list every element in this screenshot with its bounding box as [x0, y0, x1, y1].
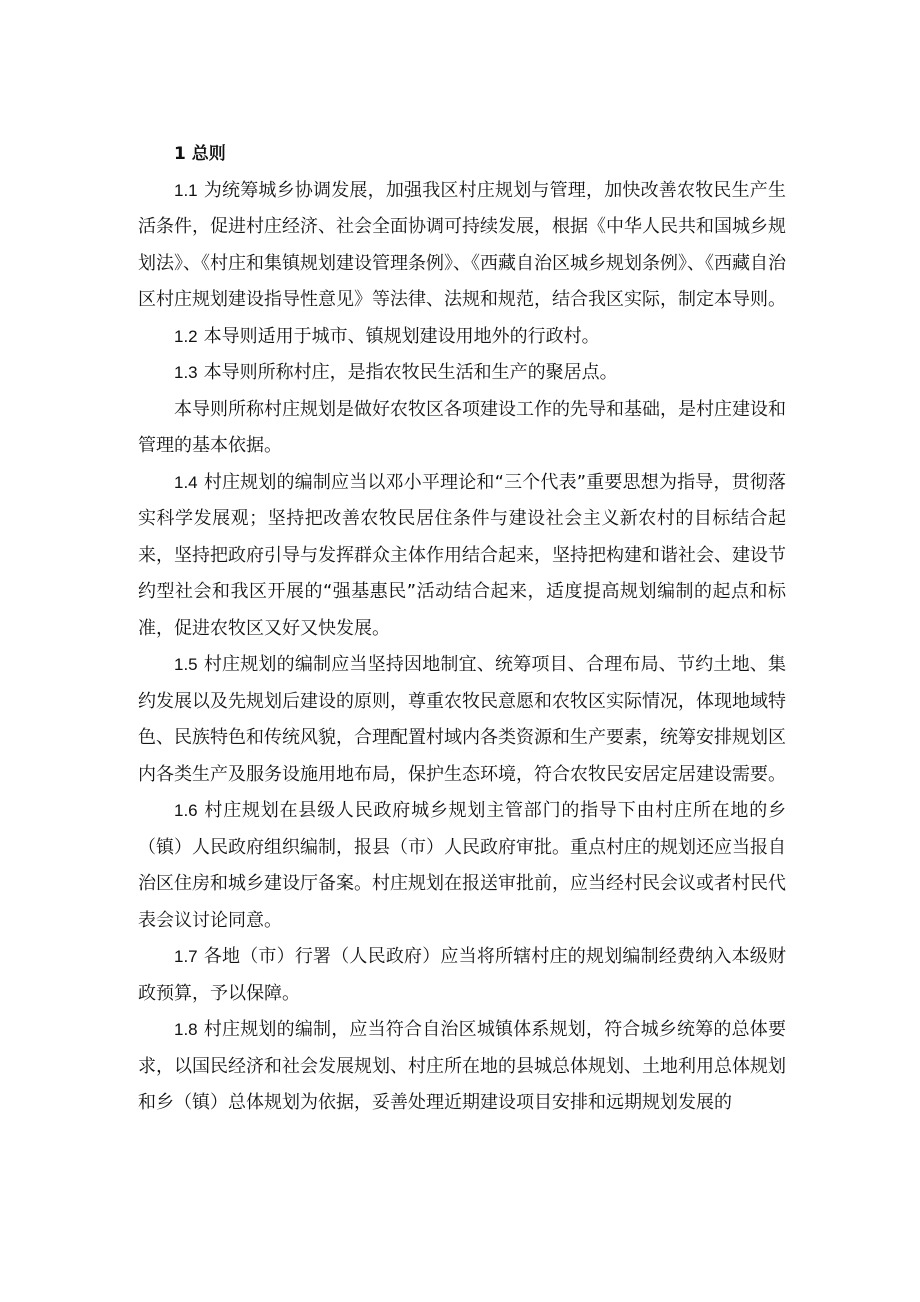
clause-text: 各地（市）行署（人民政府）应当将所辖村庄的规划编制经费纳入本级财政预算，予以保障。: [138, 946, 786, 1004]
clause-text: 村庄规划的编制，应当符合自治区城镇体系规划，符合城乡统筹的总体要求，以国民经济和社会发展规划、村庄所在地的县城总体规划、土地利用总体规划和乡（镇）总体规划为依据，妥善处理近期建设项目安排和远期规划发展的: [138, 1019, 786, 1113]
clause-number: 1.2: [174, 326, 198, 346]
paragraph-1-3-continued: [138, 392, 786, 465]
clause-text: 村庄规划的编制应当坚持因地制宜、统筹项目、合理布局、节约土地、集约发展以及先规划后建设的原则，尊重农牧民意愿和农牧区实际情况，体现地域特色、民族特色和传统风貌，合理配置村域内各类资源和生产要素，统筹安排规划区内各类生产及服务设施用地布局，保护生态环境，符合农牧民安居定居建设需要。: [138, 654, 786, 785]
paragraph-1-7: [138, 939, 786, 1012]
paragraph-1-2: [138, 319, 786, 356]
document-body: [138, 136, 786, 1122]
clause-text: 本导则所称村庄，是指农牧民生活和生产的聚居点。: [203, 362, 618, 383]
clause-number: 1.7: [174, 947, 198, 966]
clause-number: 1.8: [174, 1020, 198, 1039]
paragraph-1-8: [138, 1012, 786, 1122]
clause-text: 村庄规划在县级人民政府城乡规划主管部门的指导下由村庄所在地的乡（镇）人民政府组织编制，报县（市）人民政府审批。重点村庄的规划还应当报自治区住房和城乡建设厅备案。村庄规划在报送审批前，应当经村民会议或者村民代表会议讨论同意。: [138, 800, 786, 931]
clause-number: 1.6: [174, 801, 198, 820]
paragraph-1-1: [138, 173, 786, 319]
paragraph-1-5: [138, 647, 786, 793]
paragraph-1-6: [138, 793, 786, 939]
section-heading: 1 总则: [174, 144, 226, 164]
clause-number: 1.4: [174, 472, 198, 492]
clause-number: 1.1: [174, 180, 198, 200]
paragraph-1-3: [138, 355, 786, 392]
paragraph-1-4: [138, 465, 786, 648]
clause-text: 本导则适用于城市、镇规划建设用地外的行政村。: [203, 325, 600, 347]
clause-number: 1.3: [174, 363, 198, 382]
clause-text: 为统筹城乡协调发展，加强我区村庄规划与管理，加快改善农牧民生产生活条件，促进村庄经济、社会全面协调可持续发展，根据《中华人民共和国城乡规划法》、《村庄和集镇规划建设管理条例》、《西藏自治区城乡规划条例》、《西藏自治区村庄规划建设指导性意见》等法律、法规和规范，结合我区实际，制定本导则。: [138, 179, 786, 310]
clause-text: 本导则所称村庄规划是做好农牧区各项建设工作的先导和基础，是村庄建设和管理的基本依据。: [138, 398, 786, 456]
clause-number: 1.5: [174, 655, 198, 674]
clause-text: 村庄规划的编制应当以邓小平理论和“三个代表”重要思想为指导，贯彻落实科学发展观；坚持把改善农牧民居住条件与建设社会主义新农村的目标结合起来，坚持把政府引导与发挥群众主体作用结合起来，坚持把构建和谐社会、建设节约型社会和我区开展的“强基惠民”活动结合起来，适度提高规划编制的起点和标准，促进农牧区又好又快发展。: [138, 471, 786, 639]
